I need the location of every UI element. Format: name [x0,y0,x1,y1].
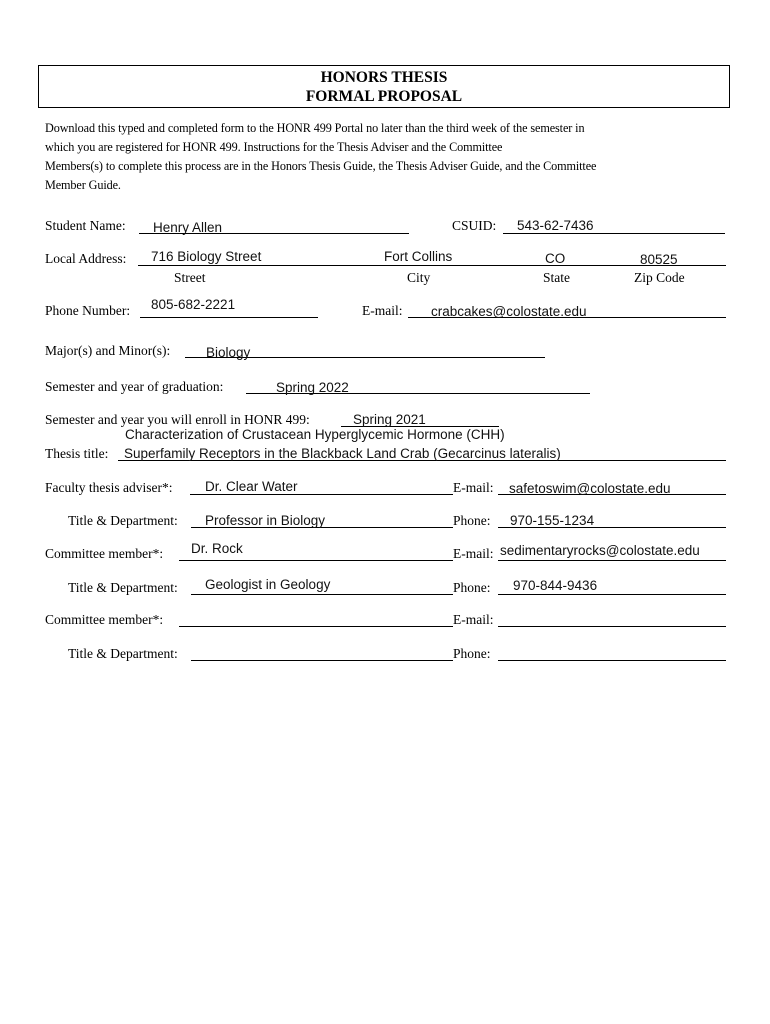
committee-2-email-line [498,626,726,627]
committee-member-2-label: Committee member*: [45,612,164,627]
committee-1-title-field[interactable]: Geologist in Geology [205,577,331,592]
adviser-email-label: E-mail: [453,480,494,495]
committee-1-title-label: Title & Department: [68,580,178,595]
adviser-email-field[interactable]: safetoswim@colostate.edu [509,481,671,496]
form-title-line2: FORMAL PROPOSAL [305,88,463,105]
committee-2-title-line [191,660,453,661]
form-title-box [38,65,730,108]
committee-member-1-field[interactable]: Dr. Rock [191,541,243,556]
adviser-phone-field[interactable]: 970-155-1234 [510,513,595,528]
committee-1-email-field[interactable]: sedimentaryrocks@colostate.edu [500,543,700,558]
instructions-line: Member Guide. [45,178,121,192]
adviser-phone-label: Phone: [453,513,491,528]
state-field[interactable]: CO [545,251,566,266]
thesis-title-label: Thesis title: [45,446,109,461]
email-field[interactable]: crabcakes@colostate.edu [431,304,587,319]
committee-1-email-label: E-mail: [453,546,494,561]
email-label: E-mail: [362,303,403,318]
majors-minors-label: Major(s) and Minor(s): [45,343,171,358]
instructions-line: which you are registered for HONR 499. Instructions for the Thesis Adviser and the Committee [45,140,503,154]
graduation-field[interactable]: Spring 2022 [276,380,349,395]
majors-minors-field[interactable]: Biology [206,345,251,360]
local-address-label: Local Address: [45,251,127,266]
committee-2-email-label: E-mail: [453,612,494,627]
enroll-field[interactable]: Spring 2021 [353,412,426,427]
state-caption: State [543,270,570,285]
committee-1-phone-field[interactable]: 970-844-9436 [513,578,598,593]
committee-1-title-line [191,594,453,595]
thesis-title-field-line1[interactable]: Characterization of Crustacean Hyperglycemic Hormone (CHH) [125,427,505,442]
committee-member-2-line [179,626,453,627]
committee-1-phone-label: Phone: [453,580,491,595]
committee-2-title-label: Title & Department: [68,646,178,661]
committee-1-phone-line [498,594,726,595]
committee-1-email-line [498,560,726,561]
enroll-label: Semester and year you will enroll in HONR 499: [45,412,310,427]
street-caption: Street [174,270,206,285]
faculty-adviser-field[interactable]: Dr. Clear Water [205,479,298,494]
street-field[interactable]: 716 Biology Street [151,249,262,264]
faculty-adviser-label: Faculty thesis adviser*: [45,480,173,495]
graduation-label: Semester and year of graduation: [45,379,224,394]
phone-number-label: Phone Number: [45,303,131,318]
zip-caption: Zip Code [634,270,685,285]
instructions-line: Members(s) to complete this process are in the Honors Thesis Guide, the Thesis Adviser Guide, and the Committee [45,159,597,173]
adviser-title-label: Title & Department: [68,513,178,528]
phone-number-field[interactable]: 805-682-2221 [151,297,236,312]
committee-member-1-line [179,560,453,561]
thesis-title-field-line2[interactable]: Superfamily Receptors in the Blackback Land Crab (Gecarcinus lateralis) [124,446,561,461]
phone-number-line [140,317,318,318]
committee-2-phone-line [498,660,726,661]
city-field[interactable]: Fort Collins [384,249,453,264]
local-address-line [138,265,726,266]
instructions-line: Download this typed and completed form to the HONR 499 Portal no later than the third week of the semester in [45,121,585,135]
csuid-field[interactable]: 543-62-7436 [517,218,594,233]
student-name-field[interactable]: Henry Allen [153,220,223,235]
form-title-line1: HONORS THESIS [320,69,448,86]
adviser-title-field[interactable]: Professor in Biology [205,513,326,528]
city-caption: City [407,270,431,285]
instructions-paragraph [45,119,735,195]
committee-2-phone-label: Phone: [453,646,491,661]
zip-field[interactable]: 80525 [640,252,678,267]
csuid-label: CSUID: [452,218,497,233]
student-name-label: Student Name: [45,218,126,233]
committee-member-1-label: Committee member*: [45,546,164,561]
